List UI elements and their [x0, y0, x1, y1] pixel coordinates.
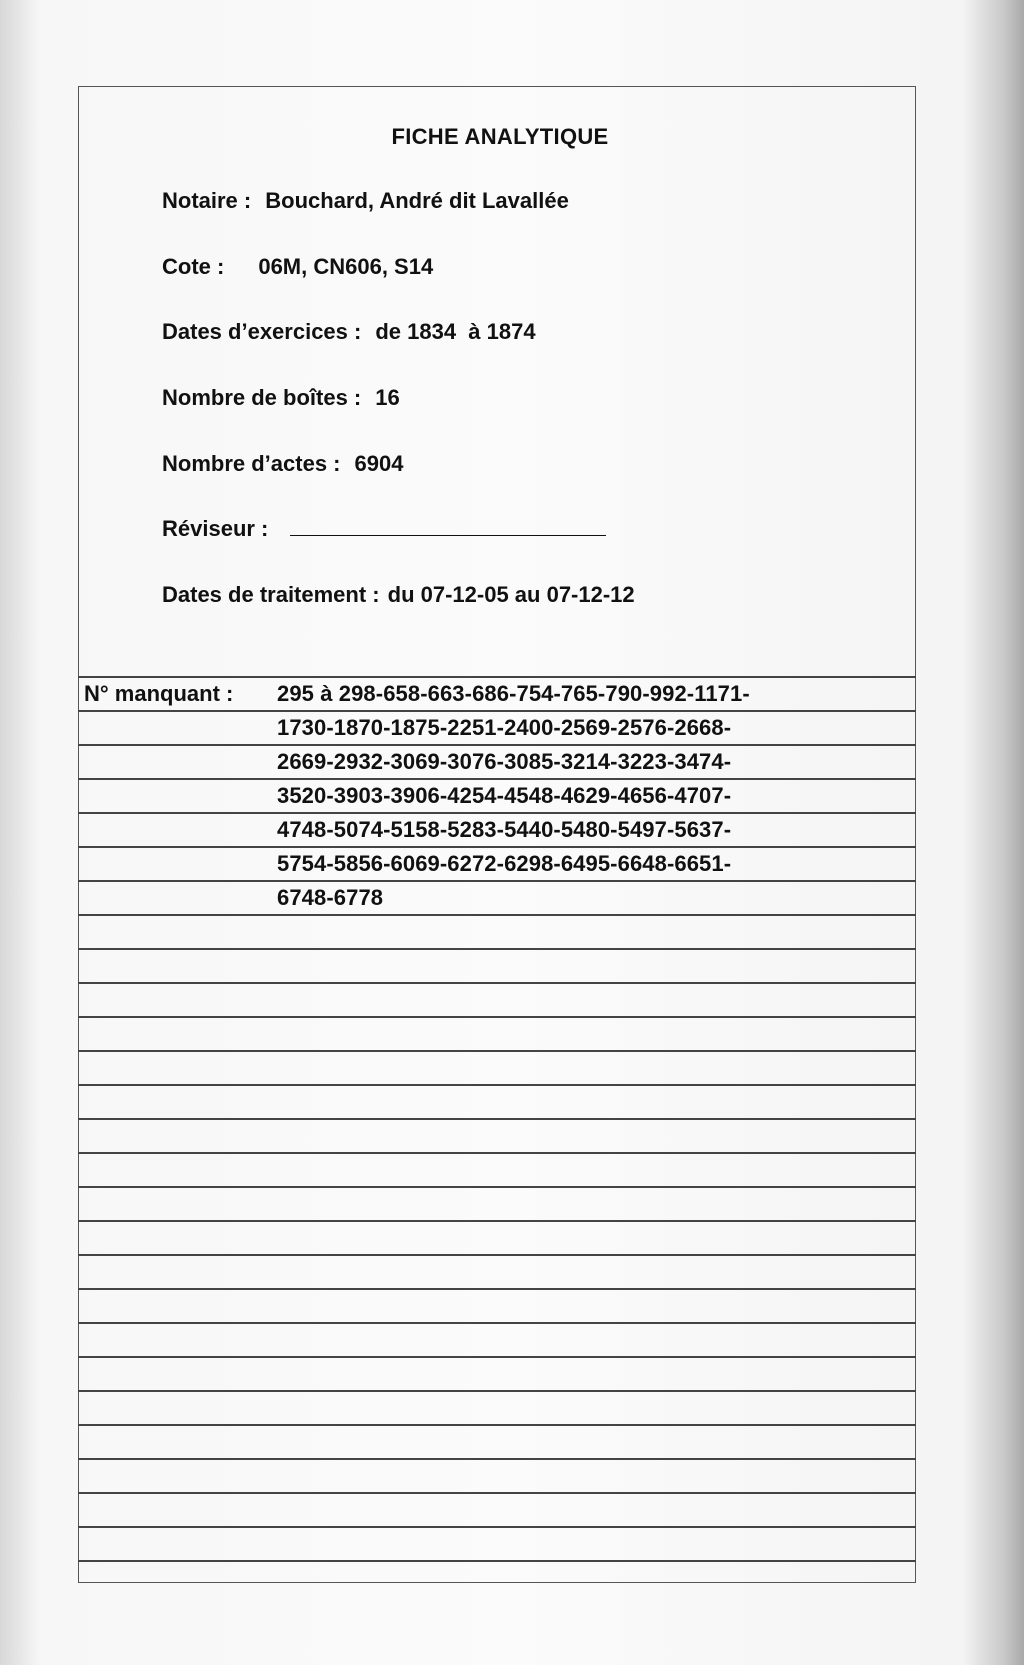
ruled-line: [78, 1254, 916, 1256]
ruled-line: [78, 1322, 916, 1324]
cote-field: [162, 254, 433, 280]
nombre-boites-value: 16: [375, 385, 400, 410]
ruled-line: [78, 812, 916, 814]
missing-numbers-line: 295 à 298-658-663-686-754-765-790-992-1171-: [277, 681, 750, 706]
ruled-line: [78, 1220, 916, 1222]
ruled-line: [78, 1492, 916, 1494]
missing-numbers-line: 6748-6778: [277, 885, 384, 910]
ruled-line: [78, 914, 916, 916]
dates-exercices-value: de 1834 à 1874: [375, 319, 536, 344]
nombre-actes-value: 6904: [354, 451, 404, 476]
missing-numbers-line: 5754-5856-6069-6272-6298-6495-6648-6651-: [277, 851, 732, 876]
ruled-line: [78, 744, 916, 746]
ruled-line: [78, 982, 916, 984]
missing-numbers-line: 2669-2932-3069-3076-3085-3214-3223-3474-: [277, 749, 732, 774]
ruled-line: [78, 676, 916, 678]
nombre-boites-field: [162, 385, 400, 411]
ruled-line: [78, 1016, 916, 1018]
ruled-line: [78, 1186, 916, 1188]
ruled-line: [78, 710, 916, 712]
reviseur-signature-line: [290, 525, 606, 536]
ruled-line: [78, 1560, 916, 1562]
cote-value: 06M, CN606, S14: [258, 254, 434, 279]
missing-numbers-line: 3520-3903-3906-4254-4548-4629-4656-4707-: [277, 783, 732, 808]
reviseur-label: Réviseur :: [162, 516, 269, 541]
missing-numbers-label: N° manquant :: [84, 681, 234, 706]
ruled-line: [78, 1152, 916, 1154]
nombre-actes-label: Nombre d’actes :: [162, 451, 341, 476]
ruled-line: [78, 1356, 916, 1358]
dates-traitement-value: du 07-12-05 au 07-12-12: [387, 582, 635, 607]
ruled-line: [78, 1050, 916, 1052]
dates-traitement-label: Dates de traitement :: [162, 582, 380, 607]
cote-label: Cote :: [162, 254, 225, 279]
missing-numbers-line: 1730-1870-1875-2251-2400-2569-2576-2668-: [277, 715, 732, 740]
form-title: FICHE ANALYTIQUE: [391, 124, 609, 149]
missing-numbers-line: 4748-5074-5158-5283-5440-5480-5497-5637-: [277, 817, 732, 842]
notaire-label: Notaire :: [162, 188, 252, 213]
ruled-line: [78, 778, 916, 780]
ruled-line: [78, 1084, 916, 1086]
nombre-boites-label: Nombre de boîtes :: [162, 385, 362, 410]
dates-traitement-field: [162, 582, 635, 608]
dates-exercices-label: Dates d’exercices :: [162, 319, 362, 344]
ruled-line: [78, 1390, 916, 1392]
ruled-line: [78, 1424, 916, 1426]
notaire-field: [162, 188, 569, 214]
ruled-line: [78, 1118, 916, 1120]
ruled-line: [78, 948, 916, 950]
ruled-line: [78, 880, 916, 882]
ruled-line: [78, 846, 916, 848]
dates-exercices-field: [162, 319, 536, 345]
reviseur-field: [162, 516, 606, 542]
ruled-line: [78, 1526, 916, 1528]
ruled-line: [78, 1288, 916, 1290]
ruled-line: [78, 1458, 916, 1460]
notaire-value: Bouchard, André dit Lavallée: [265, 188, 569, 213]
nombre-actes-field: [162, 451, 403, 477]
